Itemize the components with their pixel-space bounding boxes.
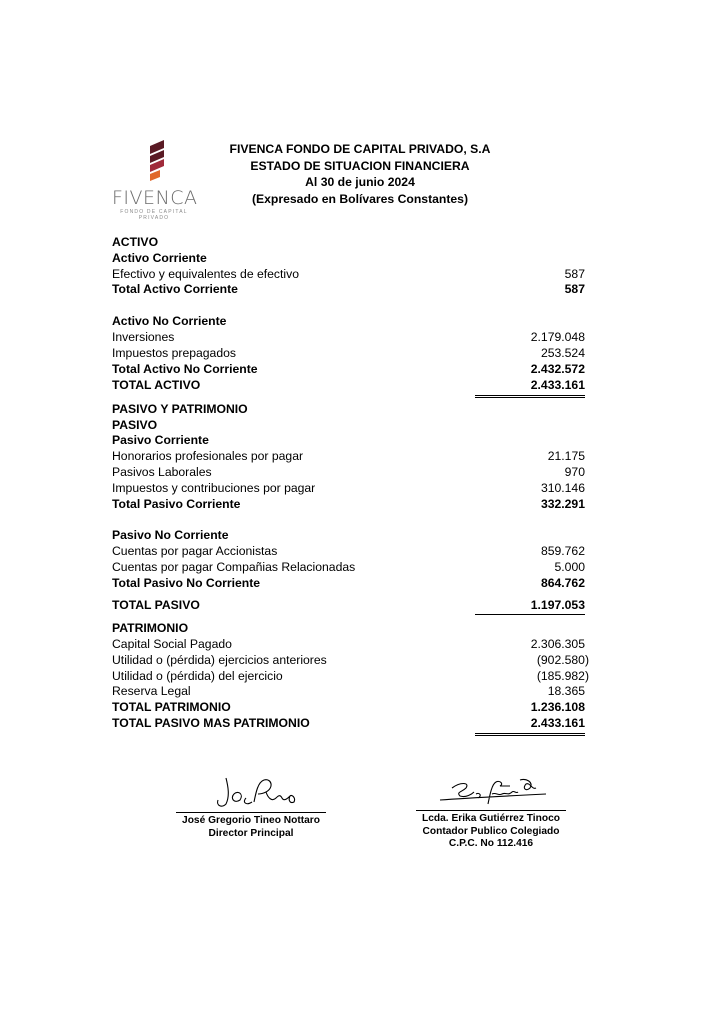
heading-label: PASIVO — [112, 417, 158, 432]
spacer — [112, 298, 585, 314]
signer-name: José Gregorio Tineo Nottaro — [182, 815, 320, 826]
heading-label: Activo No Corriente — [112, 314, 227, 329]
heading-label: PASIVO Y PATRIMONIO — [112, 401, 248, 416]
line-item-label: Impuestos y contribuciones por pagar — [112, 480, 316, 495]
subtotal-amount: 332.291 — [540, 496, 585, 511]
line-item-amount: 970 — [564, 465, 585, 480]
grand-total-label: TOTAL PASIVO MAS PATRIMONIO — [112, 715, 310, 730]
line-item — [112, 481, 585, 497]
line-item-label: Capital Social Pagado — [112, 636, 232, 651]
line-item-amount: 587 — [564, 266, 585, 281]
section-heading-patrimonio — [112, 621, 585, 637]
signature-block-accountant — [416, 774, 566, 851]
line-item — [112, 449, 585, 465]
line-item-label: Cuentas por pagar Compañias Relacionadas — [112, 560, 356, 575]
line-item-label: Impuestos prepagados — [112, 345, 236, 360]
heading-label: ACTIVO — [112, 235, 159, 249]
subtotal-label: Total Pasivo Corriente — [112, 496, 241, 511]
line-item-amount: 18.365 — [547, 684, 585, 699]
logo-name: FIVENCA — [112, 187, 198, 209]
signer-title: Director Principal — [208, 827, 294, 839]
currency-note: (Expresado en Bolívares Constantes) — [251, 191, 469, 206]
subtotal-row — [112, 497, 585, 513]
subtotal-row — [112, 282, 585, 298]
line-item — [112, 652, 589, 669]
logo-subtitle-line2: PRIVADO — [138, 215, 170, 221]
line-item-label: Reserva Legal — [112, 684, 191, 699]
section-heading-pasivo — [112, 418, 585, 434]
total-label: TOTAL PASIVO — [112, 597, 200, 612]
line-item — [112, 544, 585, 560]
total-row-activo — [112, 378, 585, 396]
line-item-amount: (185.982) — [536, 668, 589, 683]
subtotal-row — [112, 700, 585, 716]
subtotal-amount: 2.432.572 — [530, 361, 585, 376]
spacer — [112, 512, 585, 528]
grand-total-row — [112, 716, 585, 734]
line-item-label: Honorarios profesionales por pagar — [112, 449, 304, 464]
company-name: FIVENCA FONDO DE CAPITAL PRIVADO, S.A — [229, 142, 491, 156]
line-item — [112, 330, 585, 346]
line-item — [112, 637, 585, 653]
subtotal-row — [112, 362, 585, 378]
line-item-amount: 253.524 — [540, 345, 585, 360]
signature-line — [176, 812, 326, 813]
heading-label: Pasivo No Corriente — [112, 528, 229, 543]
line-item-label: Inversiones — [112, 329, 175, 344]
subtotal-amount: 864.762 — [540, 575, 585, 590]
line-item-amount: 5.000 — [554, 560, 585, 575]
line-item-amount: 2.179.048 — [530, 329, 585, 344]
line-item-amount: 21.175 — [547, 449, 585, 464]
line-item-label: Utilidad o (pérdida) del ejercicio — [112, 668, 283, 683]
subtotal-label: Total Activo No Corriente — [112, 361, 258, 376]
subtotal-label: Total Activo Corriente — [112, 282, 238, 297]
line-item — [112, 684, 585, 700]
fivenca-logo-mark-icon — [136, 140, 172, 186]
section-heading-pasivo-patrimonio — [112, 402, 585, 418]
grand-total-amount: 2.433.161 — [475, 716, 585, 736]
subtotal-amount: 1.236.108 — [530, 700, 585, 715]
subtotal-amount: 587 — [564, 282, 585, 297]
subsection-heading — [112, 314, 585, 330]
report-date: Al 30 de junio 2024 — [305, 175, 415, 189]
heading-label: Pasivo Corriente — [112, 433, 209, 448]
financial-statement — [112, 235, 589, 733]
line-item — [112, 346, 585, 362]
total-label: TOTAL ACTIVO — [112, 378, 201, 393]
handwritten-signature-icon — [196, 772, 306, 812]
signer-name: Lcda. Erika Gutiérrez Tinoco — [422, 813, 560, 824]
line-item — [112, 668, 589, 685]
line-item-amount: 310.146 — [540, 480, 585, 495]
line-item-label: Utilidad o (pérdida) ejercicios anteriores — [112, 652, 327, 667]
total-amount: 1.197.053 — [475, 598, 585, 616]
line-item-amount: 859.762 — [540, 544, 585, 559]
heading-label: Activo Corriente — [112, 250, 207, 265]
line-item — [112, 465, 585, 481]
logo-subtitle — [112, 209, 196, 221]
report-title: ESTADO DE SITUACION FINANCIERA — [250, 158, 470, 173]
company-logo — [112, 140, 202, 220]
line-item — [112, 560, 585, 576]
subsection-heading — [112, 528, 585, 544]
subsection-heading — [112, 251, 585, 267]
line-item — [112, 267, 585, 283]
subtotal-label: TOTAL PATRIMONIO — [112, 700, 231, 715]
line-item-label: Cuentas por pagar Accionistas — [112, 544, 278, 559]
handwritten-signature-icon — [426, 774, 556, 810]
subtotal-row — [112, 576, 585, 592]
signer-title: Contador Publico Colegiado — [422, 825, 560, 837]
heading-label: PATRIMONIO — [112, 621, 189, 636]
signature-block-director — [176, 772, 326, 840]
report-header — [200, 141, 520, 207]
line-item-amount: (902.580) — [536, 652, 589, 667]
signature-line — [416, 810, 566, 811]
subtotal-label: Total Pasivo No Corriente — [112, 575, 261, 590]
line-item-label: Efectivo y equivalentes de efectivo — [112, 266, 299, 281]
section-heading-activo — [112, 235, 585, 251]
subsection-heading — [112, 433, 585, 449]
total-amount: 2.433.161 — [475, 378, 585, 398]
line-item-label: Pasivos Laborales — [112, 465, 212, 480]
line-item-amount: 2.306.305 — [530, 636, 585, 651]
logo-subtitle-line1: FONDO DE CAPITAL — [120, 209, 188, 215]
signer-license: C.P.C. No 112.416 — [448, 838, 534, 849]
total-row-pasivo — [112, 598, 585, 616]
